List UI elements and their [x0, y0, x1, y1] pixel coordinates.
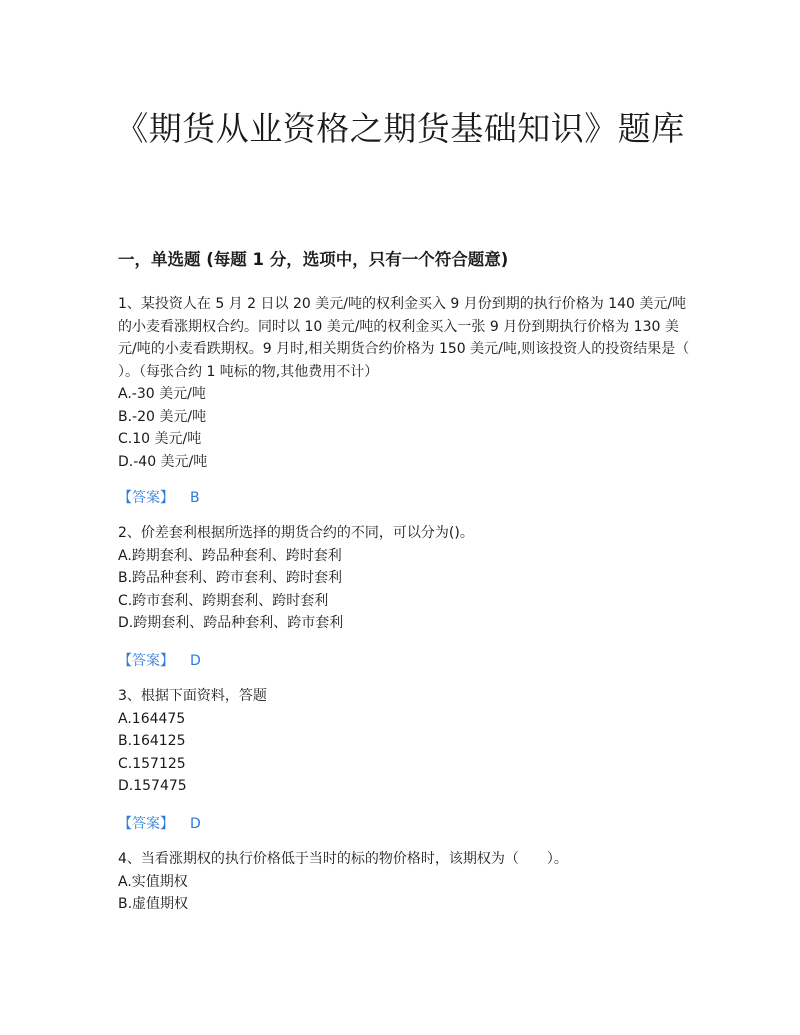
question-stem: 4、当看涨期权的执行价格低于当时的标的物价格时，该期权为（ ）。 — [118, 851, 568, 867]
question-3 — [118, 685, 693, 798]
option-c: C.157125 — [118, 755, 186, 772]
option-b: B.虚值期权 — [118, 896, 189, 912]
option-c: C.跨市套利、跨期套利、跨时套利 — [118, 592, 329, 609]
question-2 — [118, 522, 693, 635]
answer-1 — [118, 487, 200, 507]
answer-label: 【答案】 — [118, 490, 174, 506]
option-d: D.-40 美元/吨 — [118, 453, 208, 470]
question-4 — [118, 848, 693, 916]
option-a: A.实值期权 — [118, 873, 188, 890]
question-1 — [118, 293, 693, 473]
option-b: B.跨品种套利、跨市套利、跨时套利 — [118, 570, 343, 586]
option-a: A.-30 美元/吨 — [118, 386, 206, 402]
question-stem: 3、根据下面资料，答题 — [118, 688, 267, 704]
option-d: D.157475 — [118, 778, 187, 794]
option-a: A.164475 — [118, 710, 186, 727]
option-a: A.跨期套利、跨品种套利、跨时套利 — [118, 547, 342, 564]
question-stem: 1、某投资人在 5 月 2 日以 20 美元/吨的权利金买入 9 月份到期的执行价格为 140 美元/吨的小麦看涨期权合约。同时以 10 美元/吨的权利金买入一张 9 月份到期执行价格为 130 美元/吨的小麦看跌期权。9 月时,相关期货合约价格为 150 美元/吨,则该投资人的投资结果是（ ）。（每张合约 1 吨标的物,其他费用不计） — [118, 296, 690, 380]
answer-2 — [118, 650, 201, 670]
answer-value: D — [190, 653, 201, 669]
question-stem: 2、价差套利根据所选择的期货合约的不同，可以分为()。 — [118, 525, 474, 541]
option-c: C.10 美元/吨 — [118, 431, 202, 447]
option-b: B.164125 — [118, 733, 186, 749]
answer-value: B — [190, 490, 200, 506]
answer-value: D — [190, 816, 201, 832]
section-heading: 一，单选题 (每题 1 分，选项中，只有一个符合题意) — [118, 250, 509, 269]
answer-label: 【答案】 — [118, 653, 174, 669]
answer-3 — [118, 813, 201, 833]
option-d: D.跨期套利、跨品种套利、跨市套利 — [118, 615, 344, 631]
option-b: B.-20 美元/吨 — [118, 408, 207, 425]
answer-label: 【答案】 — [118, 816, 174, 832]
document-title: 《期货从业资格之期货基础知识》题库 — [115, 109, 685, 148]
